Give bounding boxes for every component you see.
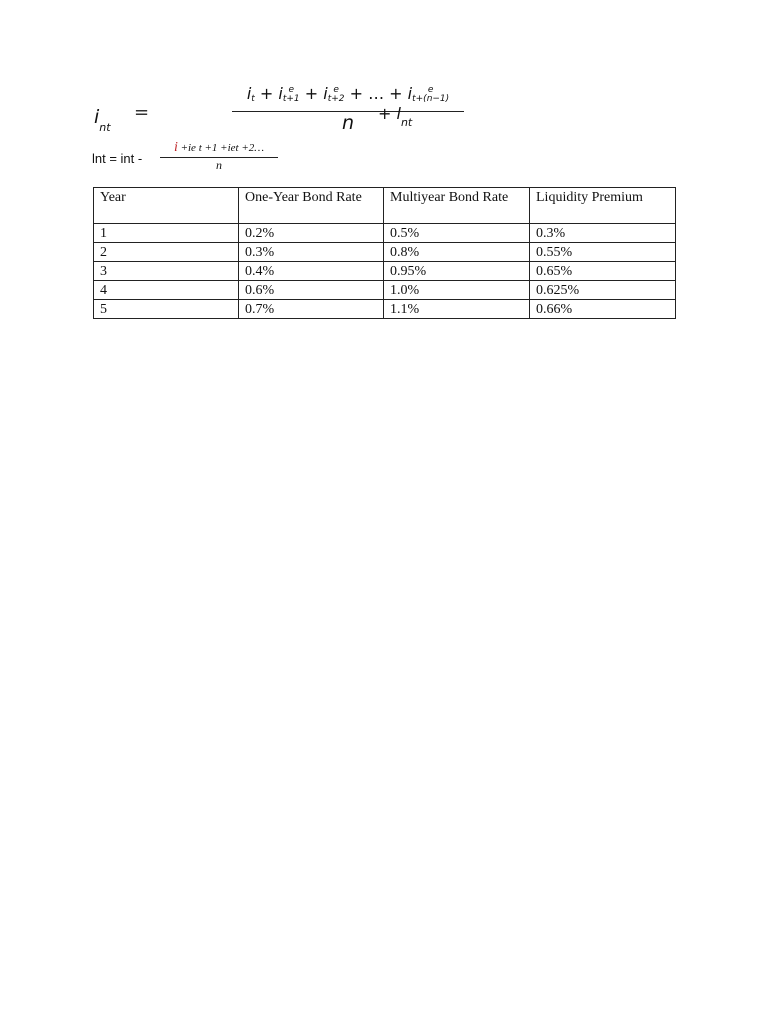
cell-liquidity-premium: 0.625% <box>530 281 676 300</box>
cell-year: 1 <box>94 224 239 243</box>
cell-multiyear-rate: 0.8% <box>384 243 530 262</box>
table-row <box>94 262 676 281</box>
rearranged-formula <box>92 140 292 176</box>
cell-year: 2 <box>94 243 239 262</box>
header-one-year-bond-rate: One-Year Bond Rate <box>239 188 384 224</box>
cell-one-year-rate: 0.4% <box>239 262 384 281</box>
table-row <box>94 224 676 243</box>
cell-liquidity-premium: 0.66% <box>530 300 676 319</box>
cell-one-year-rate: 0.3% <box>239 243 384 262</box>
cell-year: 4 <box>94 281 239 300</box>
formula2-lhs: lnt = int - <box>92 151 143 166</box>
cell-liquidity-premium: 0.55% <box>530 243 676 262</box>
formula-denominator: n <box>341 112 355 134</box>
table-row <box>94 300 676 319</box>
cell-liquidity-premium: 0.65% <box>530 262 676 281</box>
table-row <box>94 243 676 262</box>
formula-equals-sign: = <box>134 102 150 123</box>
formula-liquidity-term: + $l_{nt}$ <box>378 104 413 130</box>
cell-year: 5 <box>94 300 239 319</box>
header-liquidity-premium: Liquidity Premium <box>530 188 676 224</box>
formula2-fraction <box>160 140 278 176</box>
cell-one-year-rate: 0.6% <box>239 281 384 300</box>
cell-multiyear-rate: 0.95% <box>384 262 530 281</box>
formula-numerator: i t + i e t+1 + i e t+2 + … + i e t+(n−1) <box>246 84 450 104</box>
header-year: Year <box>94 188 239 224</box>
cell-liquidity-premium: 0.3% <box>530 224 676 243</box>
table-row <box>94 281 676 300</box>
formula-lhs: $i_{nt}$ <box>94 106 111 134</box>
cell-one-year-rate: 0.2% <box>239 224 384 243</box>
liquidity-premium-formula <box>92 82 450 136</box>
formula-fraction <box>232 82 464 136</box>
table-header-row <box>94 188 676 224</box>
cell-one-year-rate: 0.7% <box>239 300 384 319</box>
bond-rates-table <box>93 187 676 319</box>
header-multiyear-bond-rate: Multiyear Bond Rate <box>384 188 530 224</box>
cell-multiyear-rate: 1.1% <box>384 300 530 319</box>
cell-year: 3 <box>94 262 239 281</box>
formula2-denominator: n <box>216 158 222 172</box>
formula2-highlighted-term: i <box>173 140 178 155</box>
cell-multiyear-rate: 0.5% <box>384 224 530 243</box>
formula2-numerator: i +ie t +1 +iet +2… <box>173 140 265 155</box>
cell-multiyear-rate: 1.0% <box>384 281 530 300</box>
